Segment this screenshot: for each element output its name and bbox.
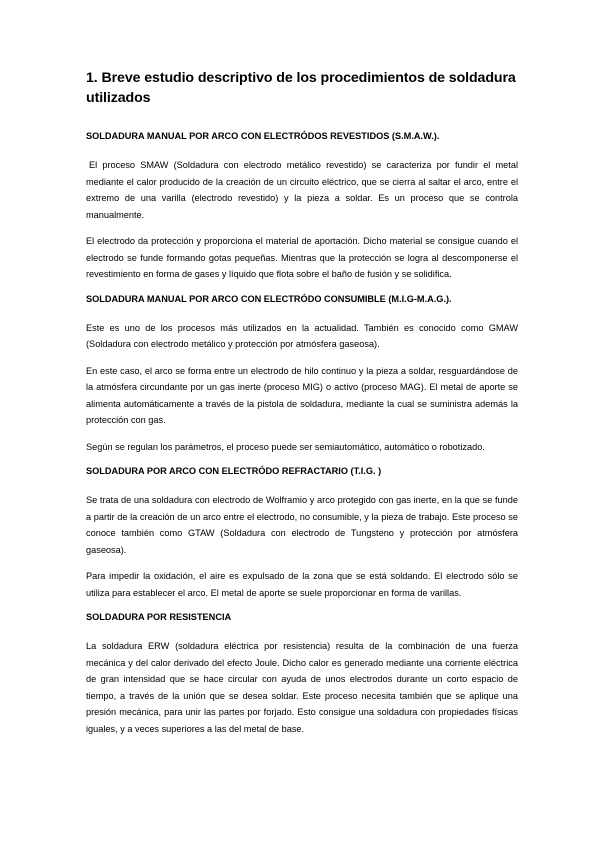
paragraph-smaw-1: El proceso SMAW (Soldadura con electrodo metálico revestido) se caracteriza por fundir el metal mediante el calor producido de la creación de un circuito eléctrico, que se cierra al saltar el arco, entre el extremo de una varilla (electrodo revestido) y la pieza a soldar. Es un proceso que se controla manualmente. [86,160,518,220]
paragraph-mig-mag-2: En este caso, el arco se forma entre un electrodo de hilo continuo y la pieza a soldar, resguardándose de la atmósfera circundante por un gas inerte (proceso MIG) o activo (proceso MAG). El metal de aporte se alimenta automáticamente a través de la pistola de soldadura, mediante la cual se suministra además la protección con gas. [86,365,518,425]
paragraph-smaw-2: El electrodo da protección y proporciona el material de aportación. Dicho material se consigue cuando el electrodo se funde formando gotas pequeñas. Mientras que la protección se logra al descomponerse el revestimiento en forma de gases y líquido que flota sobre el baño de fusión y se solidifica. [86,236,518,279]
paragraph-mig-mag-1: Este es uno de los procesos más utilizados en la actualidad. También es conocido como GMAW (Soldadura con electrodo metálico y protección por atmósfera gaseosa). [86,322,518,349]
section-heading-mig-mag: SOLDADURA MANUAL POR ARCO CON ELECTRÓDO CONSUMIBLE (M.I.G-M.A.G.). [86,293,452,304]
section-heading-tig: SOLDADURA POR ARCO CON ELECTRÓDO REFRACTARIO (T.I.G. ) [86,466,382,476]
section-heading-smaw: SOLDADURA MANUAL POR ARCO CON ELECTRÓDOS REVESTIDOS (S.M.A.W.). [86,131,440,141]
paragraph-resistencia-1: La soldadura ERW (soldadura eléctrica por resistencia) resulta de la combinación de una fuerza mecánica y del calor derivado del efecto Joule. Dicho calor es generado mediante una corriente eléctrica de gran intensidad que se hace circular con ayuda de unos electrodos durante un corto espacio de tiempo, a través de la unión que se desea soldar. Este proceso necesita también que se aplique una presión mecánica, para unir las partes por forjado. Esto consigue una soldadura con propiedades físicas iguales, y a veces superiores a las del metal de base. [86,641,518,734]
paragraph-mig-mag-3: Según se regulan los parámetros, el proceso puede ser semiautomático, automático o robotizado. [86,441,485,452]
paragraph-tig-1: Se trata de una soldadura con electrodo de Wolframio y arco protegido con gas inerte, en la que se funde a partir de la creación de un arco entre el electrodo, no consumible, y la pieza de trabajo. Este proceso se conoce también como GTAW (Soldadura con electrodo de Tungsteno y protección por atmósfera gaseosa). [86,495,518,555]
section-heading-resistencia: SOLDADURA POR RESISTENCIA [86,612,232,622]
document-title: 1. Breve estudio descriptivo de los procedimientos de soldadura utilizados [86,70,516,106]
paragraph-tig-2: Para impedir la oxidación, el aire es expulsado de la zona que se está soldando. El electrodo sólo se utiliza para establecer el arco. El metal de aporte se suele proporcionar en forma de varillas. [86,571,518,598]
